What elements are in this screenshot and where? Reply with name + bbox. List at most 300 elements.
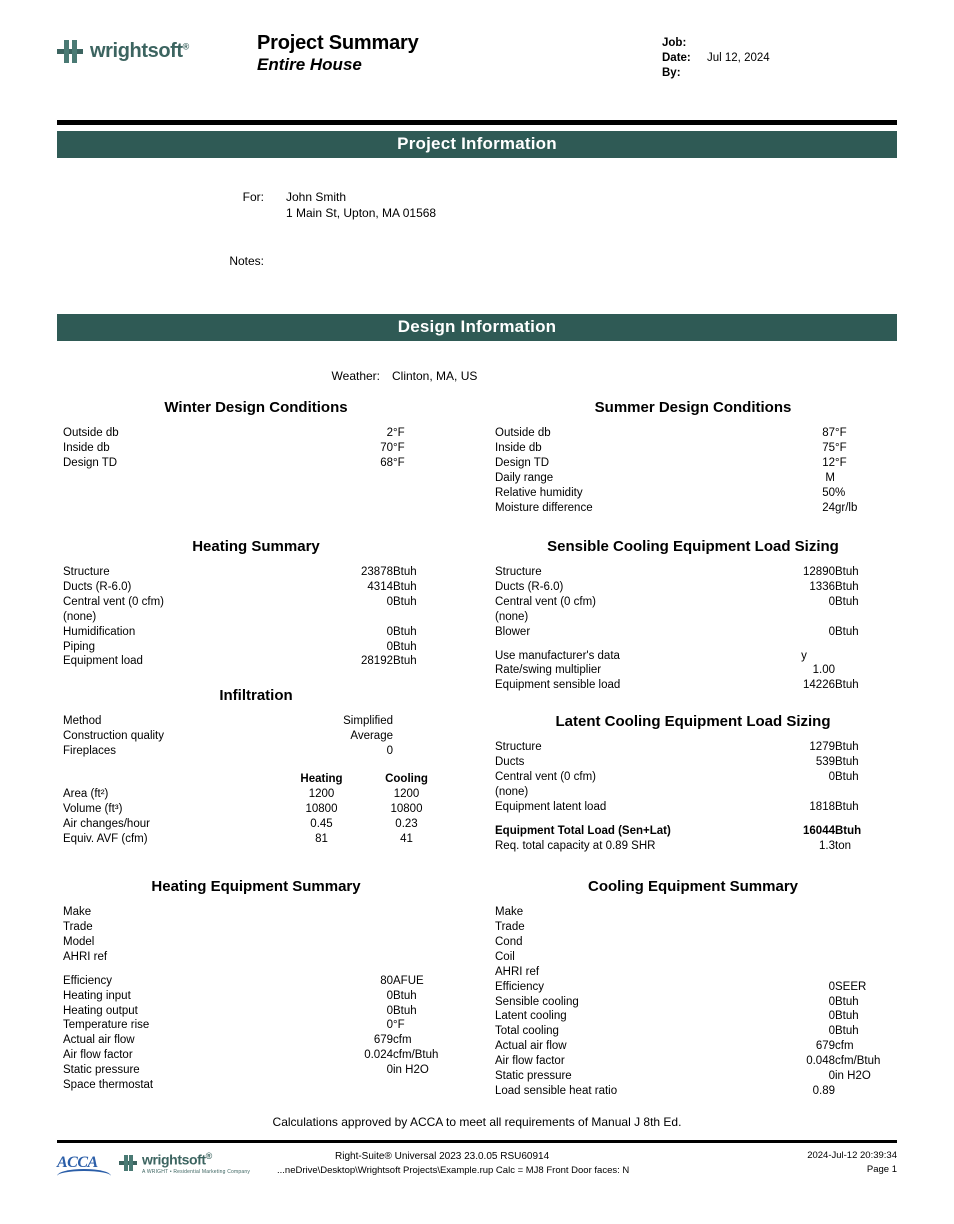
data-row <box>495 950 891 965</box>
data-row <box>495 995 891 1010</box>
row-unit <box>393 905 449 920</box>
row-value: 24 <box>822 501 835 514</box>
table-row <box>63 802 449 817</box>
data-row <box>495 785 891 800</box>
data-row <box>495 565 891 580</box>
data-row <box>63 920 449 935</box>
spacer-row <box>63 965 449 974</box>
data-row <box>63 974 449 989</box>
table-row <box>63 832 449 847</box>
row-unit: Btuh <box>835 679 859 692</box>
row-value: 539 <box>815 756 835 769</box>
table-row <box>63 817 449 832</box>
row-unit: °F <box>835 427 847 440</box>
design-conditions-columns <box>57 399 897 516</box>
wrightsoft-logo-icon <box>57 38 83 64</box>
job-label: Job: <box>662 37 687 49</box>
row-value: 0 <box>828 595 835 608</box>
row-unit: AFUE <box>393 974 424 987</box>
footer-tagline: A WRIGHT • Residential Marketing Company <box>142 1168 251 1175</box>
document-header <box>57 0 897 92</box>
row-value: 16044 <box>803 825 835 837</box>
infiltration-table <box>63 714 449 759</box>
row-value: 0 <box>386 989 393 1002</box>
row-unit: Btuh <box>835 1010 859 1023</box>
data-row <box>495 1009 891 1024</box>
row-value: 23878 <box>361 565 393 578</box>
row-heating-value: 81 <box>315 832 328 845</box>
row-label: Humidification <box>63 625 136 638</box>
row-unit: °F <box>393 442 405 455</box>
row-value: 1336 <box>809 580 835 593</box>
row-unit <box>835 610 891 625</box>
data-row <box>495 755 891 770</box>
row-label: Outside db <box>495 427 551 440</box>
row-unit: Btuh <box>393 989 417 1002</box>
row-label: (none) <box>495 786 529 799</box>
notes-row <box>223 254 897 268</box>
row-value <box>331 935 393 950</box>
row-value: 0 <box>386 1004 393 1017</box>
row-label: Ducts (R-6.0) <box>63 580 132 593</box>
data-row <box>495 486 891 501</box>
data-row <box>63 654 449 669</box>
row-cooling-value: 1200 <box>393 788 420 801</box>
summer-design-conditions <box>477 399 897 516</box>
row-unit: in H2O <box>835 1070 871 1083</box>
row-value: 0.89 <box>812 1085 835 1098</box>
heating-equipment-title: Heating Equipment Summary <box>151 877 361 895</box>
row-label: Structure <box>495 565 542 578</box>
row-label: Equipment sensible load <box>495 679 621 692</box>
heating-equipment-table <box>63 905 449 1093</box>
data-row <box>495 965 891 980</box>
row-value: 0.024 <box>364 1049 393 1062</box>
row-label: Space thermostat <box>63 1079 154 1092</box>
data-row <box>63 714 449 729</box>
data-row <box>63 905 449 920</box>
row-unit <box>393 1078 449 1093</box>
row-unit: Btuh <box>835 565 859 578</box>
row-label: Blower <box>495 625 531 638</box>
row-value: 0 <box>828 1070 835 1083</box>
data-row <box>495 1024 891 1039</box>
data-row <box>63 1018 449 1033</box>
data-row <box>63 565 449 580</box>
row-value <box>773 965 835 980</box>
row-unit: Btuh <box>835 801 859 814</box>
winter-title: Winter Design Conditions <box>164 399 348 417</box>
row-label: Fireplaces <box>63 745 117 758</box>
row-label: Inside db <box>495 442 542 455</box>
row-value: 0 <box>386 1019 393 1032</box>
document-footer <box>57 1149 897 1178</box>
footer-product-version: Right-Suite® Universal 2023 23.0.05 RSU60914 <box>335 1151 550 1162</box>
row-unit: in H2O <box>393 1064 429 1077</box>
heating-summary-title: Heating Summary <box>192 537 320 555</box>
winter-table <box>63 426 449 471</box>
row-value: 4314 <box>367 580 393 593</box>
row-label: Load sensible heat ratio <box>495 1085 618 1098</box>
row-unit <box>835 920 891 935</box>
footer-wrightsoft-logo <box>119 1149 269 1175</box>
footer-meta <box>747 1149 897 1178</box>
row-label: Sensible cooling <box>495 995 579 1008</box>
row-unit: Btuh <box>835 1025 859 1038</box>
brand-text: wrightsoft <box>90 39 183 62</box>
customer-name: John Smith <box>286 190 347 204</box>
row-unit: Btuh <box>835 825 862 837</box>
row-label: Volume (ft³) <box>63 803 123 816</box>
row-value: 0 <box>386 625 393 638</box>
row-label: AHRI ref <box>495 965 540 978</box>
row-value: 1.00 <box>812 664 835 677</box>
row-unit <box>835 663 891 678</box>
row-label: Ducts (R-6.0) <box>495 580 564 593</box>
footer-page-number: Page 1 <box>866 1164 897 1176</box>
footer-timestamp: 2024-Jul-12 20:39:34 <box>807 1150 897 1161</box>
row-label: Daily range <box>495 472 554 484</box>
for-value <box>286 190 436 221</box>
data-row <box>63 1063 449 1078</box>
row-label: Structure <box>63 565 110 578</box>
row-value: y <box>801 649 807 662</box>
data-row <box>63 1004 449 1019</box>
row-value: Simplified <box>343 715 393 728</box>
date-label: Date: <box>662 52 691 65</box>
row-value: 0 <box>386 595 393 608</box>
row-label: Ducts <box>495 756 525 769</box>
data-row <box>495 905 891 920</box>
row-unit: cfm <box>393 1034 412 1047</box>
row-heating-value: 10800 <box>305 803 338 816</box>
load-sizing-columns <box>57 538 897 854</box>
row-cooling-value: 10800 <box>390 803 423 816</box>
row-label: Method <box>63 715 102 728</box>
data-row <box>495 610 891 625</box>
equipment-summary-columns <box>57 878 897 1099</box>
row-unit <box>835 935 891 950</box>
row-label: (none) <box>495 610 529 623</box>
row-value: 0 <box>386 1064 393 1077</box>
row-unit: Btuh <box>393 1004 417 1017</box>
weather-row <box>57 341 897 383</box>
row-label: Relative humidity <box>495 486 583 499</box>
data-row <box>63 1048 449 1063</box>
table-row <box>63 787 449 802</box>
row-unit: Btuh <box>835 625 859 638</box>
sensible-cooling-sizing <box>477 538 897 854</box>
row-value: 12890 <box>803 565 835 578</box>
data-row <box>63 1033 449 1048</box>
footer-product-info <box>269 1149 747 1178</box>
data-row <box>495 1069 891 1084</box>
row-label: Use manufacturer's data <box>495 649 620 662</box>
cooling-equipment-title: Cooling Equipment Summary <box>587 877 798 895</box>
row-unit: Btuh <box>393 595 417 608</box>
data-row <box>63 935 449 950</box>
data-row <box>495 935 891 950</box>
wrightsoft-logo <box>57 30 247 64</box>
page-title: Project Summary <box>257 32 419 54</box>
row-label: Model <box>63 935 95 948</box>
footer-divider <box>57 1140 897 1143</box>
row-label: Make <box>495 905 524 918</box>
row-label: Design TD <box>495 457 550 470</box>
row-label: Heating output <box>63 1004 138 1017</box>
row-label: Piping <box>63 640 95 653</box>
row-unit: °F <box>393 427 405 440</box>
customer-address: 1 Main St, Upton, MA 01568 <box>286 205 437 220</box>
row-label: Design TD <box>63 457 118 470</box>
row-unit <box>835 905 891 920</box>
row-label: Moisture difference <box>495 501 593 514</box>
data-row <box>495 501 891 516</box>
row-label: Efficiency <box>495 980 545 993</box>
data-row <box>63 989 449 1004</box>
cooling-equipment-table <box>495 905 891 1099</box>
row-label: Air flow factor <box>63 1049 133 1062</box>
row-unit <box>835 965 891 980</box>
row-unit <box>393 714 449 729</box>
row-value: 679 <box>373 1034 393 1047</box>
row-value: 0 <box>828 1025 835 1038</box>
project-information-body <box>57 158 897 268</box>
section-gap <box>57 268 897 314</box>
row-label: (none) <box>63 610 97 623</box>
data-row <box>495 580 891 595</box>
row-label: Actual air flow <box>63 1034 135 1047</box>
row-unit <box>393 744 449 759</box>
data-row <box>63 744 449 759</box>
data-row <box>63 595 449 610</box>
row-label: Structure <box>495 741 542 754</box>
row-unit: °F <box>393 1019 405 1032</box>
data-row <box>495 441 891 456</box>
row-unit: Btuh <box>393 625 417 638</box>
summer-title: Summer Design Conditions <box>594 399 792 417</box>
acca-logo <box>57 1149 119 1176</box>
row-label: Trade <box>63 920 93 933</box>
data-row <box>495 740 891 755</box>
row-value: 0 <box>828 1010 835 1023</box>
row-value: 28192 <box>361 655 393 668</box>
row-value: 0 <box>386 640 393 653</box>
data-row <box>495 1054 891 1069</box>
row-unit: Btuh <box>835 771 859 784</box>
top-divider <box>57 120 897 125</box>
row-label: Total cooling <box>495 1025 559 1038</box>
infil-col-heating: Heating <box>300 773 343 786</box>
row-unit <box>393 950 449 965</box>
row-unit <box>835 471 891 486</box>
row-label: Equipment load <box>63 655 143 668</box>
cooling-equipment-summary <box>477 878 897 1099</box>
row-value <box>773 950 835 965</box>
data-row <box>495 663 891 678</box>
row-unit: Btuh <box>393 655 417 668</box>
sensible-cooling-title: Sensible Cooling Equipment Load Sizing <box>547 537 839 555</box>
data-row <box>495 595 891 610</box>
row-value: 80 <box>380 974 393 987</box>
row-label: Req. total capacity at 0.89 SHR <box>495 839 656 852</box>
winter-design-conditions <box>57 399 477 516</box>
row-unit: °F <box>835 442 847 455</box>
job-row <box>662 36 897 51</box>
latent-cooling-title: Latent Cooling Equipment Load Sizing <box>555 713 831 731</box>
job-info <box>662 30 897 82</box>
data-row <box>63 580 449 595</box>
row-unit: cfm/Btuh <box>393 1049 439 1062</box>
data-row <box>495 920 891 935</box>
by-label: By: <box>662 67 681 80</box>
row-unit: Btuh <box>835 995 859 1008</box>
row-label: Latent cooling <box>495 1010 567 1023</box>
row-unit <box>393 729 449 744</box>
row-heating-value: 1200 <box>308 788 335 801</box>
footer-brand-text: wrightsoft <box>142 1151 206 1168</box>
row-value: 0 <box>386 745 393 758</box>
data-row <box>495 800 891 815</box>
spacer-row <box>495 640 891 649</box>
row-unit <box>393 920 449 935</box>
row-value: 14226 <box>803 679 835 692</box>
data-row <box>495 770 891 785</box>
row-value: 0 <box>828 995 835 1008</box>
footer-brand-name <box>142 1151 250 1168</box>
row-label: Air changes/hour <box>63 818 150 830</box>
row-unit: Btuh <box>835 580 859 593</box>
data-row <box>63 729 449 744</box>
data-row <box>495 1039 891 1054</box>
notes-label: Notes: <box>229 254 264 269</box>
row-label: Make <box>63 905 92 918</box>
heating-summary <box>57 538 477 854</box>
data-row <box>495 678 891 693</box>
row-value: 2 <box>386 427 393 440</box>
row-value: 0 <box>828 980 835 993</box>
row-unit: cfm <box>835 1040 854 1053</box>
row-value <box>331 950 393 965</box>
row-unit: Btuh <box>393 565 417 578</box>
row-value: 1279 <box>809 741 835 754</box>
data-row <box>495 824 891 839</box>
title-block <box>247 30 662 75</box>
heating-equipment-summary <box>57 878 477 1099</box>
row-label: Static pressure <box>495 1070 572 1083</box>
row-unit: Btuh <box>835 756 859 769</box>
project-information-band: Project Information <box>57 131 897 158</box>
row-unit: cfm/Btuh <box>835 1055 881 1068</box>
row-unit: % <box>835 486 846 499</box>
row-value: 1818 <box>809 801 835 814</box>
row-unit <box>393 610 449 625</box>
row-value: 87 <box>822 427 835 440</box>
row-unit: Btuh <box>835 741 859 754</box>
sensible-cooling-table <box>495 565 891 694</box>
row-unit: ton <box>835 839 851 852</box>
row-value <box>331 920 393 935</box>
spacer-row <box>495 815 891 824</box>
footer-brand-trademark: ® <box>205 1151 212 1161</box>
row-heating-value: 0.45 <box>310 818 333 830</box>
row-unit <box>835 649 891 664</box>
row-value <box>331 1078 393 1093</box>
row-label: Static pressure <box>63 1064 140 1077</box>
row-unit: gr/lb <box>835 501 858 514</box>
row-label: Coil <box>495 950 515 963</box>
row-label: Area (ft²) <box>63 788 109 801</box>
row-label: Central vent (0 cfm) <box>63 595 164 608</box>
row-value: 70 <box>380 442 393 455</box>
row-value: 68 <box>380 457 393 470</box>
by-row <box>662 66 897 81</box>
row-label: Actual air flow <box>495 1040 567 1053</box>
row-label: Construction quality <box>63 730 164 743</box>
data-row <box>495 456 891 471</box>
brand-name <box>90 40 189 63</box>
row-unit: Btuh <box>835 595 859 608</box>
row-unit: °F <box>393 457 405 470</box>
row-value <box>773 935 835 950</box>
row-label: Equipment Total Load (Sen+Lat) <box>495 825 671 837</box>
wrightsoft-footer-logo-icon <box>119 1154 137 1172</box>
approval-statement: Calculations approved by ACCA to meet all requirements of Manual J 8th Ed. <box>272 1115 682 1129</box>
footer-file-path: ...neDrive\Desktop\Wrightsoft Projects\Example.rup Calc = MJ8 Front Door faces: N <box>277 1165 630 1176</box>
data-row <box>63 625 449 640</box>
row-label: Central vent (0 cfm) <box>495 595 596 608</box>
infiltration-title: Infiltration <box>219 687 293 705</box>
data-row <box>63 441 449 456</box>
row-label: Central vent (0 cfm) <box>495 771 596 784</box>
data-row <box>495 1084 891 1099</box>
row-unit: Btuh <box>393 580 417 593</box>
data-row <box>495 649 891 664</box>
row-unit: SEER <box>835 980 867 993</box>
data-row <box>63 610 449 625</box>
row-cooling-value: 41 <box>400 832 413 845</box>
row-value: 1.3 <box>819 839 835 852</box>
row-cooling-value: 0.23 <box>395 818 418 830</box>
row-label: Cond <box>495 935 523 948</box>
row-value <box>773 610 835 625</box>
row-value <box>331 610 393 625</box>
row-value <box>773 920 835 935</box>
row-label: Equiv. AVF (cfm) <box>63 832 148 845</box>
row-label: Heating input <box>63 989 131 1002</box>
row-unit: °F <box>835 457 847 470</box>
for-row <box>223 190 897 221</box>
infil-col-blank <box>63 772 279 787</box>
row-label: Efficiency <box>63 974 113 987</box>
date-value: Jul 12, 2024 <box>707 52 770 65</box>
page-subtitle: Entire House <box>257 55 362 75</box>
row-value: M <box>825 472 835 484</box>
infiltration-matrix-header <box>63 772 449 787</box>
row-label: Rate/swing multiplier <box>495 664 602 677</box>
design-information-band: Design Information <box>57 314 897 341</box>
weather-value: Clinton, MA, US <box>392 369 478 384</box>
summer-table <box>495 426 891 516</box>
row-value <box>773 905 835 920</box>
data-row <box>63 426 449 441</box>
acca-logo-text: ACCA <box>57 1154 98 1171</box>
row-value <box>331 905 393 920</box>
latent-cooling-table <box>495 740 891 854</box>
heating-summary-table <box>63 565 449 670</box>
row-label: AHRI ref <box>63 950 108 963</box>
row-label: Equipment latent load <box>495 801 607 814</box>
